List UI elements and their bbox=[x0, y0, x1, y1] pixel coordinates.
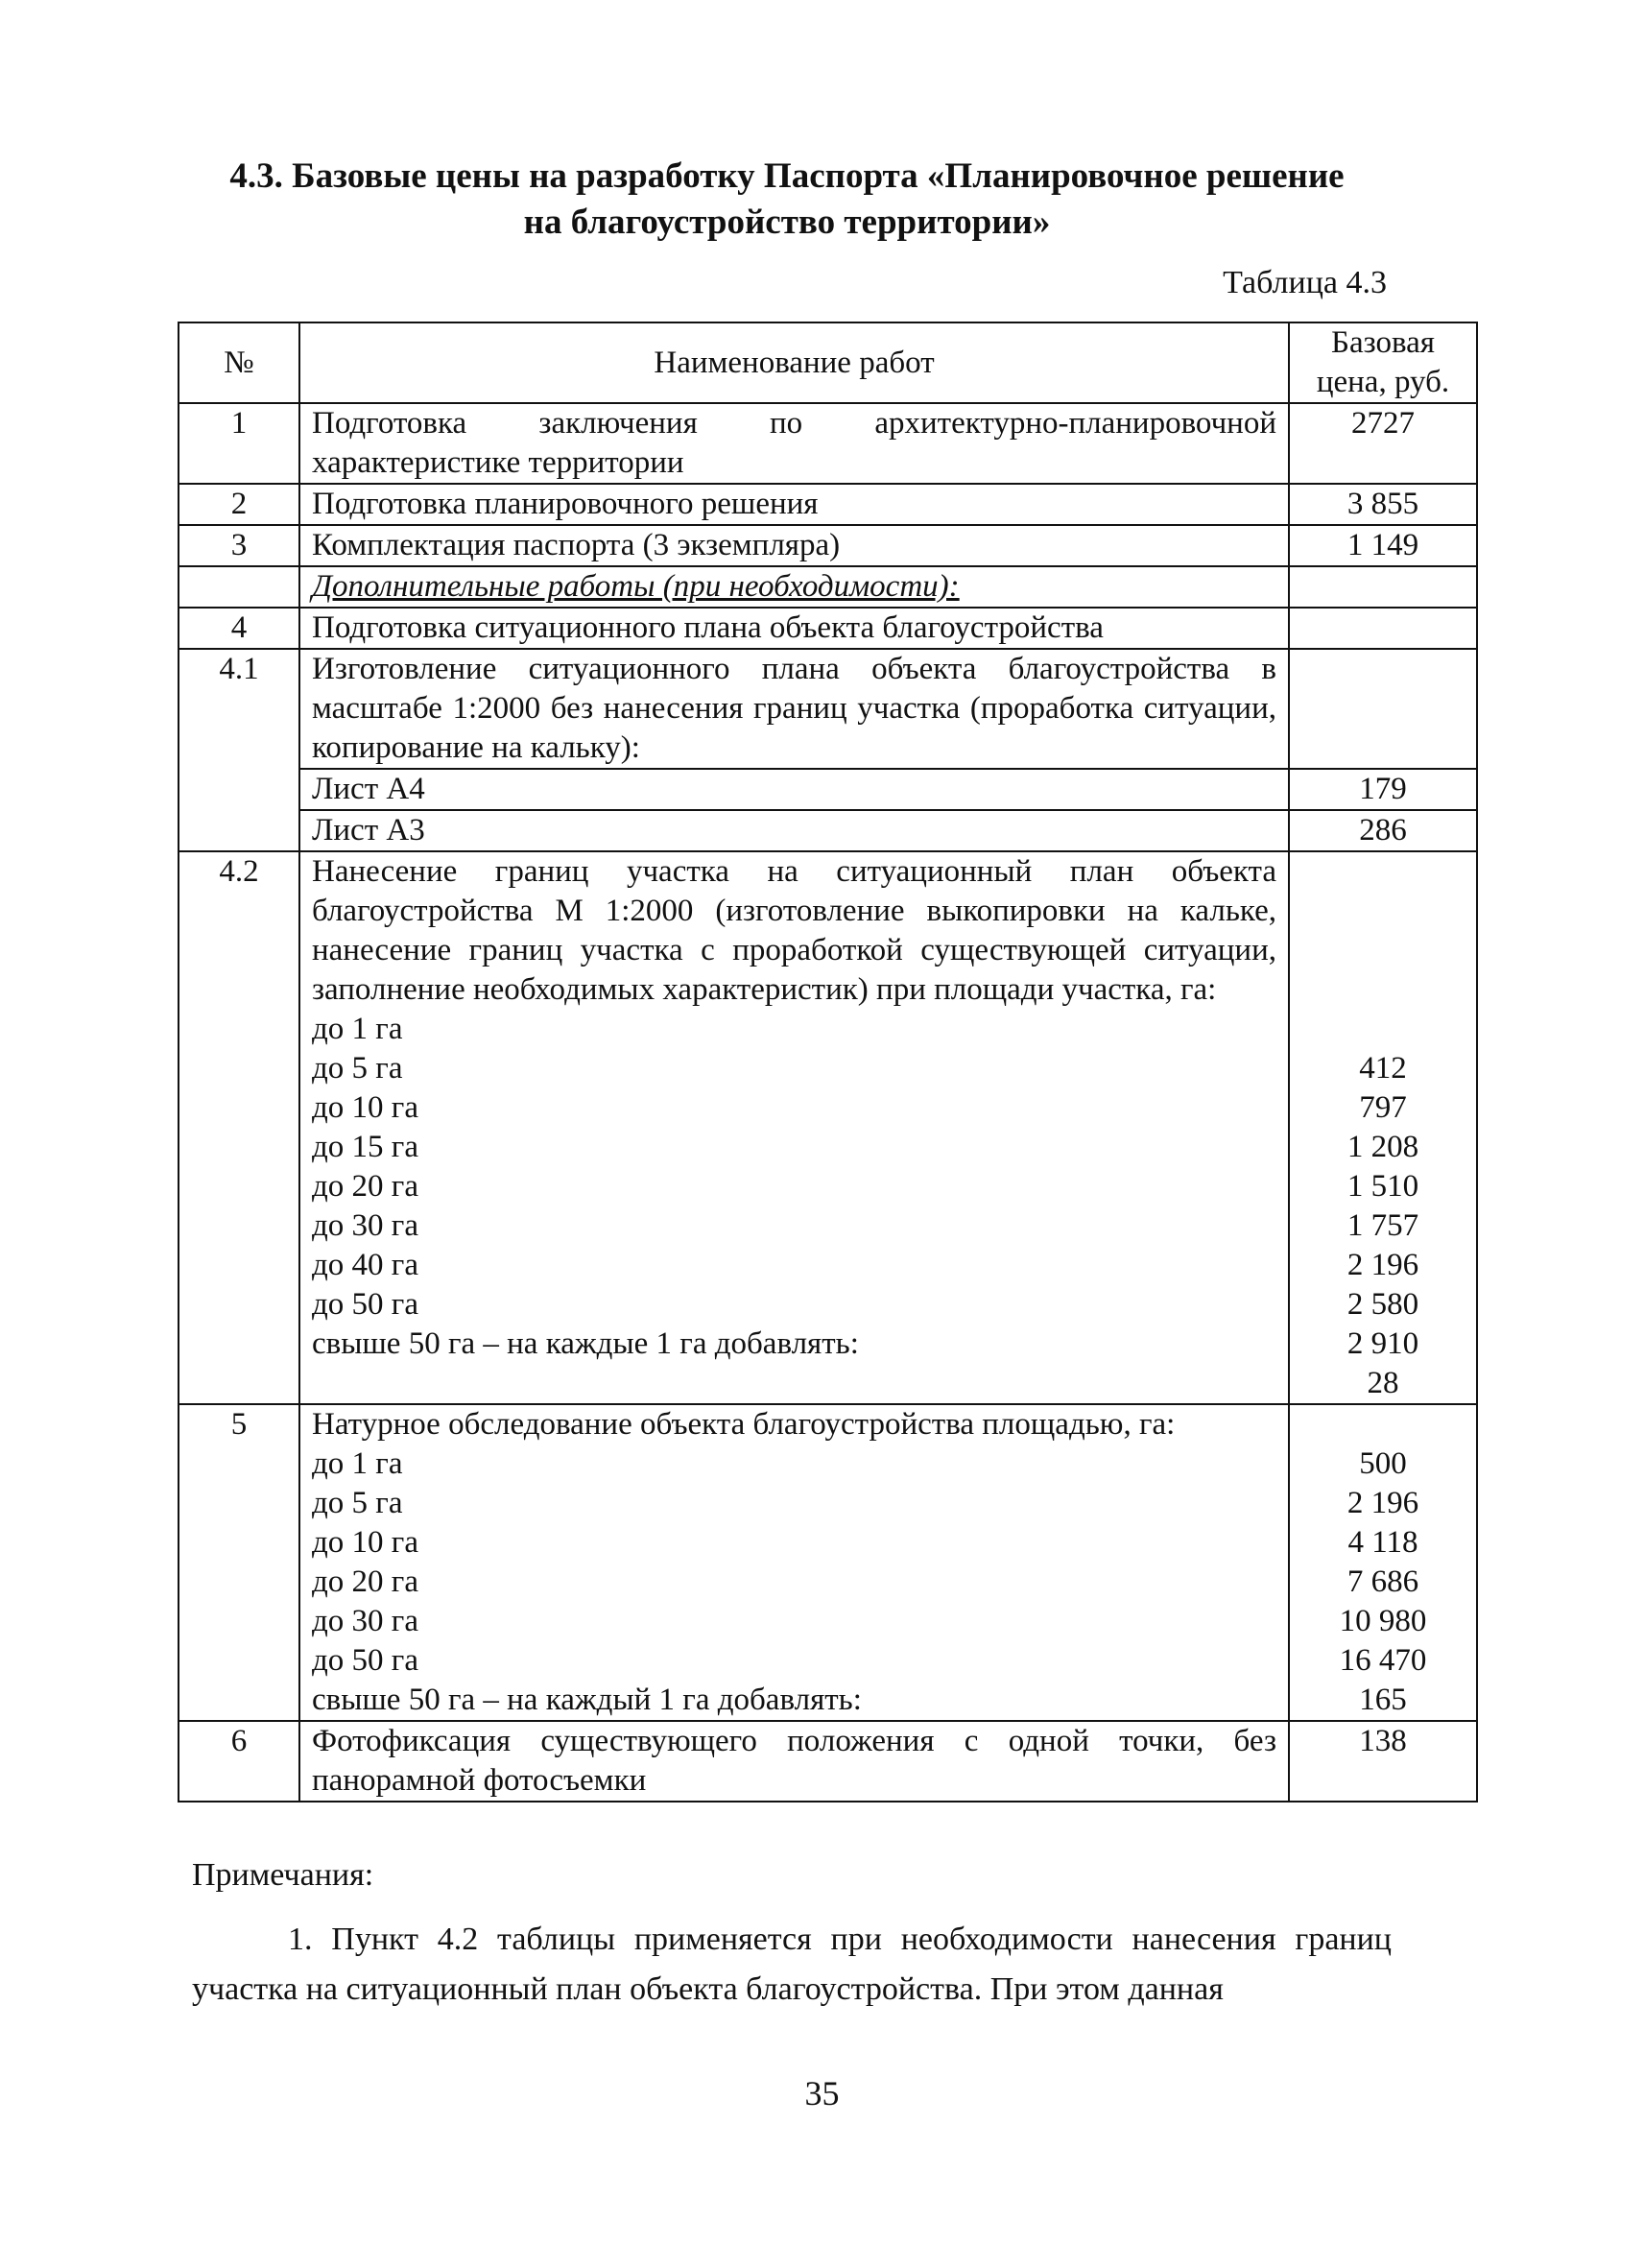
row-4-2-name: Нанесение границ участка на ситуационный план объекта благоустройства М 1:2000 (изготовление выкопировки на кальке, нанесение границ участка с проработкой существующей ситуации, заполнение необходимых характеристик) при площади участка, га: до 1 га до 5 га до 10 га до 15 га до 20 га до 30 га до 40 га до 50 га свыше 50 га – на каждые 1 га добавлять: bbox=[299, 851, 1289, 1404]
document-title bbox=[173, 154, 1401, 246]
table-row: 3 Комплектация паспорта (3 экземпляра) 1 149 bbox=[179, 525, 1477, 566]
sub-item: до 10 га bbox=[312, 1090, 418, 1125]
table-row: 4.2 Нанесение границ участка на ситуационный план объекта благоустройства М 1:2000 (изготовление выкопировки на кальке, нанесение границ участка с проработкой существующей ситуации, заполнение необходимых характеристик) при площади участка, га: до 1 га до 5 га до 10 га до 15 га до 20 га до 30 га до 40 га до 50 га свыше 50 га – на каждые 1 га добавлять: 412 797 1 208 1 510 1 757 2 196 2 580 2 910 28 bbox=[179, 851, 1477, 1404]
table-row-additional-works: Дополнительные работы (при необходимости): bbox=[179, 566, 1477, 608]
sub-item: до 20 га bbox=[312, 1169, 418, 1204]
sub-item: до 50 га bbox=[312, 1643, 418, 1678]
table-row: Лист А3 286 bbox=[179, 810, 1477, 851]
sub-item: свыше 50 га – на каждый 1 га добавлять: bbox=[312, 1683, 862, 1717]
table-row: 4 Подготовка ситуационного плана объекта благоустройства bbox=[179, 608, 1477, 649]
table-body bbox=[179, 403, 1477, 1802]
sub-item: до 1 га bbox=[312, 1446, 403, 1481]
header-price: Базовая цена, руб. bbox=[1289, 322, 1477, 403]
title-line-1: 4.3. Базовые цены на разработку Паспорта «Планировочное решение bbox=[229, 156, 1345, 196]
sub-item: свыше 50 га – на каждые 1 га добавлять: bbox=[312, 1326, 859, 1361]
title-line-2: на благоустройство территории» bbox=[523, 203, 1051, 242]
table-row: 1 Подготовка заключения по архитектурно-планировочной характеристике территории 2727 bbox=[179, 403, 1477, 484]
table-row: Лист А4 179 bbox=[179, 769, 1477, 810]
table-row: 5 Натурное обследование объекта благоустройства площадью, га: до 1 га до 5 га до 10 га до 20 га до 30 га до 50 га свыше 50 га – на каждый 1 га добавлять: 500 2 196 4 118 7 686 10 980 16 470 165 bbox=[179, 1404, 1477, 1721]
notes-text: 1. Пункт 4.2 таблицы применяется при необходимости нанесения границ участка на ситуационный план объекта благоустройства. При этом данная bbox=[192, 1922, 1392, 2007]
sub-item: до 5 га bbox=[312, 1486, 403, 1520]
row-5-name: Натурное обследование объекта благоустройства площадью, га: до 1 га до 5 га до 10 га до 20 га до 30 га до 50 га свыше 50 га – на каждый 1 га добавлять: bbox=[299, 1404, 1289, 1721]
sub-item: до 1 га bbox=[312, 1012, 403, 1046]
sub-item: до 50 га bbox=[312, 1287, 418, 1322]
page-number: 35 bbox=[804, 2074, 840, 2113]
sub-item: до 20 га bbox=[312, 1564, 418, 1599]
sub-item: до 5 га bbox=[312, 1051, 403, 1086]
header-name: Наименование работ bbox=[299, 322, 1289, 403]
table-caption: Таблица 4.3 bbox=[1223, 265, 1387, 300]
sub-item: до 10 га bbox=[312, 1525, 418, 1560]
sub-item: до 40 га bbox=[312, 1248, 418, 1282]
table-row: 4.1 Изготовление ситуационного плана объекта благоустройства в масштабе 1:2000 без нанесения границ участка (проработка ситуации, копирование на кальку): bbox=[179, 649, 1477, 769]
row-4-2-prices: 412 797 1 208 1 510 1 757 2 196 2 580 2 910 28 bbox=[1289, 851, 1477, 1404]
notes-heading: Примечания: bbox=[192, 1857, 374, 1893]
sub-item: до 15 га bbox=[312, 1130, 418, 1164]
sub-item: до 30 га bbox=[312, 1604, 418, 1638]
header-num: № bbox=[179, 322, 299, 403]
table-row: 6 Фотофиксация существующего положения с одной точки, без панорамной фотосъемки 138 bbox=[179, 1721, 1477, 1802]
price-table bbox=[178, 322, 1478, 1802]
table-row: 2 Подготовка планировочного решения 3 855 bbox=[179, 484, 1477, 525]
table-header-row bbox=[179, 322, 1477, 403]
sub-item: до 30 га bbox=[312, 1208, 418, 1243]
row-5-prices: 500 2 196 4 118 7 686 10 980 16 470 165 bbox=[1289, 1404, 1477, 1721]
